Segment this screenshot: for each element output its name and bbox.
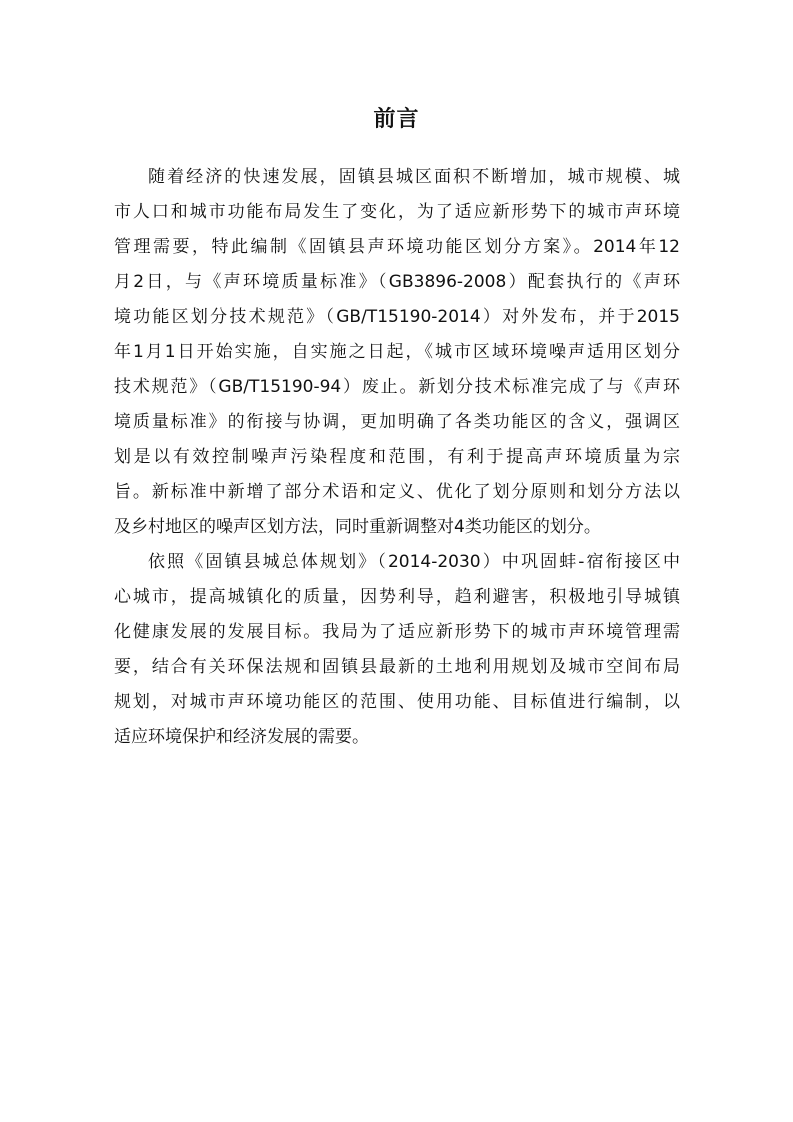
text-line: 化健康发展的发展目标。我局为了适应新形势下的城市声环境管理需 bbox=[114, 622, 680, 642]
text-line: 随着经济的快速发展，固镇县城区面积不断增加，城市规模、城 bbox=[148, 167, 680, 187]
text-line: 月2日，与《声环境质量标准》（GB3896-2008）配套执行的《声环 bbox=[114, 272, 680, 292]
text-line: 旨。新标准中新增了部分术语和定义、优化了划分原则和划分方法以 bbox=[114, 482, 680, 502]
text-line: 市人口和城市功能布局发生了变化，为了适应新形势下的城市声环境 bbox=[114, 202, 680, 222]
text-line: 及乡村地区的噪声区划方法，同时重新调整对4类功能区的划分。 bbox=[114, 517, 601, 537]
document-body bbox=[114, 160, 680, 755]
text-line: 规划，对城市声环境功能区的范围、使用功能、目标值进行编制，以 bbox=[114, 692, 680, 712]
text-line: 技术规范》（GB/T15190-94）废止。新划分技术标准完成了与《声环 bbox=[114, 377, 680, 397]
text-line: 适应环境保护和经济发展的需要。 bbox=[114, 727, 369, 747]
paragraph-2 bbox=[114, 545, 680, 755]
text-line: 心城市，提高城镇化的质量，因势利导，趋利避害，积极地引导城镇 bbox=[114, 587, 680, 607]
page-title: 前言 bbox=[373, 107, 420, 132]
text-line: 境质量标准》的衔接与协调，更加明确了各类功能区的含义，强调区 bbox=[114, 412, 680, 432]
text-line: 依照《固镇县城总体规划》（2014-2030）中巩固蚌-宿衔接区中 bbox=[148, 552, 680, 572]
text-line: 境功能区划分技术规范》（GB/T15190-2014）对外发布，并于2015 bbox=[114, 307, 680, 327]
text-line: 年1月1日开始实施，自实施之日起，《城市区域环境噪声适用区划分 bbox=[114, 342, 680, 362]
paragraph-1 bbox=[114, 160, 680, 545]
text-line: 要，结合有关环保法规和固镇县最新的土地利用规划及城市空间布局 bbox=[114, 657, 680, 677]
text-line: 管理需要，特此编制《固镇县声环境功能区划分方案》。2014年12 bbox=[114, 237, 680, 257]
text-line: 划是以有效控制噪声污染程度和范围，有利于提高声环境质量为宗 bbox=[114, 447, 680, 467]
